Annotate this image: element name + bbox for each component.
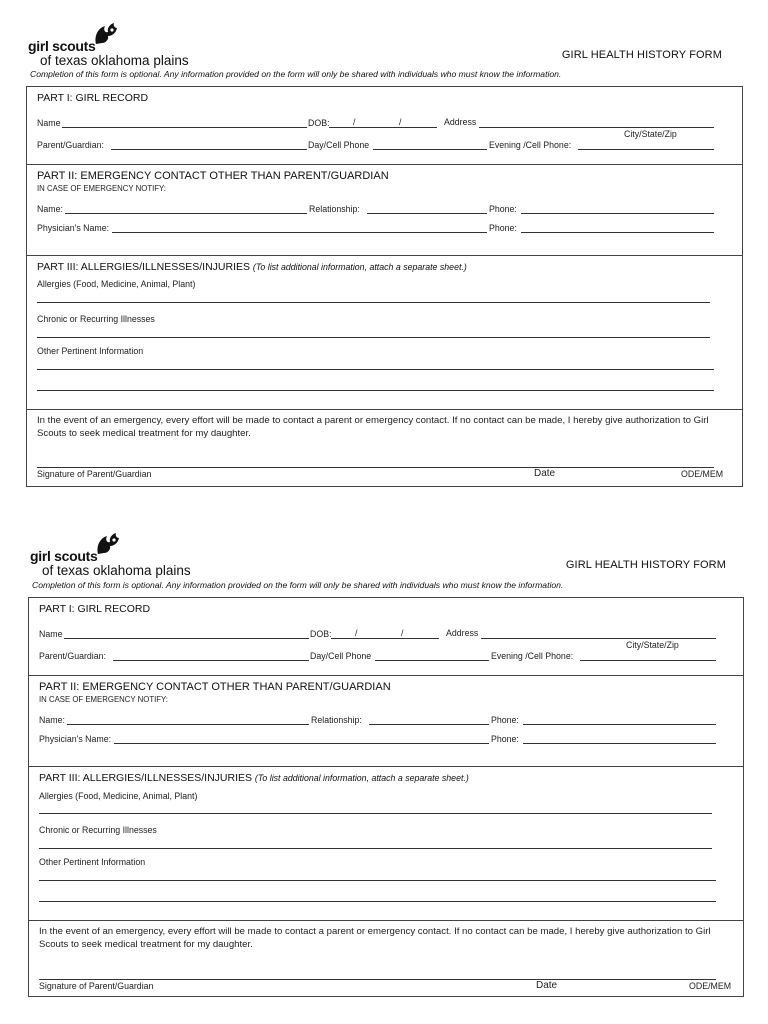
chronic-illnesses-label: Chronic or Recurring Illnesses <box>37 314 155 324</box>
emergency-phone-label: Phone: <box>491 715 519 725</box>
part3-heading-note: (To list additional information, attach a separate sheet.) <box>254 773 469 783</box>
physician-name-label: Physician's Name: <box>37 223 110 233</box>
office-code: ODE/MEM <box>681 469 724 479</box>
allergies-label: Allergies (Food, Medicine, Animal, Plant) <box>37 279 196 289</box>
logo-text-council: of texas oklahoma plains <box>42 563 191 578</box>
relationship-field[interactable] <box>367 213 487 214</box>
logo-text-council: of texas oklahoma plains <box>40 53 189 68</box>
emergency-name-label: Name: <box>37 204 63 214</box>
authorization-statement: In the event of an emergency, every effort will be made to contact a parent or emergency contact. If no contact can be made, I hereby give authorization to Girl Scouts to seek medical treatment for my daughter. <box>37 415 709 439</box>
signature-field[interactable] <box>37 467 714 468</box>
office-code: ODE/MEM <box>689 981 732 991</box>
other-info-field[interactable] <box>39 880 716 881</box>
form-frame <box>26 86 743 487</box>
allergies-field[interactable] <box>37 302 710 303</box>
logo-text-girl-scouts: girl scouts <box>30 548 98 564</box>
section-divider <box>29 675 743 676</box>
authorization-statement: In the event of an emergency, every effort will be made to contact a parent or emergency contact. If no contact can be made, I hereby give authorization to Girl Scouts to seek medical treatment for my daughter. <box>39 926 711 950</box>
city-state-zip-label: City/State/Zip <box>624 129 677 139</box>
day-phone-label: Day/Cell Phone <box>310 651 372 661</box>
dob-field[interactable] <box>329 127 437 128</box>
part3-heading-text: PART III: ALLERGIES/ILLNESSES/INJURIES <box>37 261 250 273</box>
emergency-name-label: Name: <box>39 715 65 725</box>
name-label: Name <box>37 118 61 128</box>
parent-guardian-field[interactable] <box>113 660 309 661</box>
other-info-field[interactable] <box>37 369 714 370</box>
part3-heading-text: PART III: ALLERGIES/ILLNESSES/INJURIES <box>39 772 252 784</box>
parent-guardian-label: Parent/Guardian: <box>37 140 104 150</box>
section-divider <box>29 766 743 767</box>
part1-heading: PART I: GIRL RECORD <box>39 603 151 615</box>
evening-phone-label: Evening /Cell Phone: <box>491 651 574 661</box>
part3-heading <box>37 261 467 273</box>
form-frame <box>28 597 744 997</box>
day-phone-field[interactable] <box>373 149 487 150</box>
emergency-name-field[interactable] <box>65 213 307 214</box>
form-title: GIRL HEALTH HISTORY FORM <box>565 559 726 571</box>
emergency-phone-label: Phone: <box>489 204 517 214</box>
chronic-illnesses-field[interactable] <box>37 337 710 338</box>
date-label: Date <box>536 980 558 991</box>
other-info-label: Other Pertinent Information <box>39 857 146 867</box>
parent-guardian-label: Parent/Guardian: <box>39 651 106 661</box>
other-info-label: Other Pertinent Information <box>37 346 144 356</box>
evening-phone-label: Evening /Cell Phone: <box>489 140 572 150</box>
trefoil-profile-icon <box>95 532 121 556</box>
part1-heading: PART I: GIRL RECORD <box>37 92 149 104</box>
physician-name-field[interactable] <box>114 743 489 744</box>
signature-label: Signature of Parent/Guardian <box>37 469 152 479</box>
logo-text-girl-scouts: girl scouts <box>28 38 96 54</box>
address-label: Address <box>446 628 479 638</box>
allergies-field[interactable] <box>39 813 712 814</box>
evening-phone-field[interactable] <box>580 660 716 661</box>
signature-label: Signature of Parent/Guardian <box>39 981 154 991</box>
part3-heading <box>39 772 469 784</box>
physician-phone-field[interactable] <box>521 232 714 233</box>
allergies-label: Allergies (Food, Medicine, Animal, Plant) <box>39 791 198 801</box>
form-title: GIRL HEALTH HISTORY FORM <box>561 49 722 61</box>
physician-phone-label: Phone: <box>491 734 519 744</box>
section-divider <box>27 255 742 256</box>
part2-subheading: IN CASE OF EMERGENCY NOTIFY: <box>37 184 166 193</box>
health-form-copy-2 <box>0 510 768 1022</box>
date-label: Date <box>534 468 556 479</box>
part2-subheading: IN CASE OF EMERGENCY NOTIFY: <box>39 695 168 704</box>
dob-separator: / <box>401 628 404 638</box>
city-state-zip-label: City/State/Zip <box>626 640 679 650</box>
parent-guardian-field[interactable] <box>111 149 307 150</box>
name-field[interactable] <box>62 127 307 128</box>
other-info-field[interactable] <box>39 901 716 902</box>
dob-separator: / <box>355 628 358 638</box>
relationship-label: Relationship: <box>311 715 362 725</box>
section-divider <box>27 409 742 410</box>
dob-label: DOB: <box>308 118 330 128</box>
girl-scouts-logo <box>30 532 230 580</box>
emergency-name-field[interactable] <box>67 724 309 725</box>
evening-phone-field[interactable] <box>578 149 714 150</box>
dob-field[interactable] <box>331 638 439 639</box>
chronic-illnesses-field[interactable] <box>39 848 712 849</box>
name-field[interactable] <box>64 638 309 639</box>
other-info-field[interactable] <box>37 390 714 391</box>
address-label: Address <box>444 117 477 127</box>
trefoil-profile-icon <box>93 22 119 46</box>
optional-notice: Completion of this form is optional. Any information provided on the form will only be shared with individuals who must know the information. <box>32 580 564 590</box>
relationship-field[interactable] <box>369 724 489 725</box>
dob-separator: / <box>353 117 356 127</box>
section-divider <box>27 164 742 165</box>
physician-phone-label: Phone: <box>489 223 517 233</box>
day-phone-field[interactable] <box>375 660 489 661</box>
physician-name-field[interactable] <box>112 232 487 233</box>
address-field[interactable] <box>481 638 716 639</box>
part2-heading: PART II: EMERGENCY CONTACT OTHER THAN PARENT/GUARDIAN <box>37 170 389 182</box>
relationship-label: Relationship: <box>309 204 360 214</box>
emergency-phone-field[interactable] <box>521 213 714 214</box>
dob-separator: / <box>399 117 402 127</box>
name-label: Name <box>39 629 63 639</box>
address-field[interactable] <box>479 127 714 128</box>
girl-scouts-logo <box>28 22 228 70</box>
part2-heading: PART II: EMERGENCY CONTACT OTHER THAN PARENT/GUARDIAN <box>39 681 391 693</box>
chronic-illnesses-label: Chronic or Recurring Illnesses <box>39 825 157 835</box>
section-divider <box>29 920 743 921</box>
dob-label: DOB: <box>310 629 332 639</box>
day-phone-label: Day/Cell Phone <box>308 140 370 150</box>
optional-notice: Completion of this form is optional. Any information provided on the form will only be shared with individuals who must know the information. <box>30 69 562 79</box>
physician-phone-field[interactable] <box>523 743 716 744</box>
signature-field[interactable] <box>39 979 716 980</box>
emergency-phone-field[interactable] <box>523 724 716 725</box>
physician-name-label: Physician's Name: <box>39 734 112 744</box>
part3-heading-note: (To list additional information, attach a separate sheet.) <box>252 262 467 272</box>
